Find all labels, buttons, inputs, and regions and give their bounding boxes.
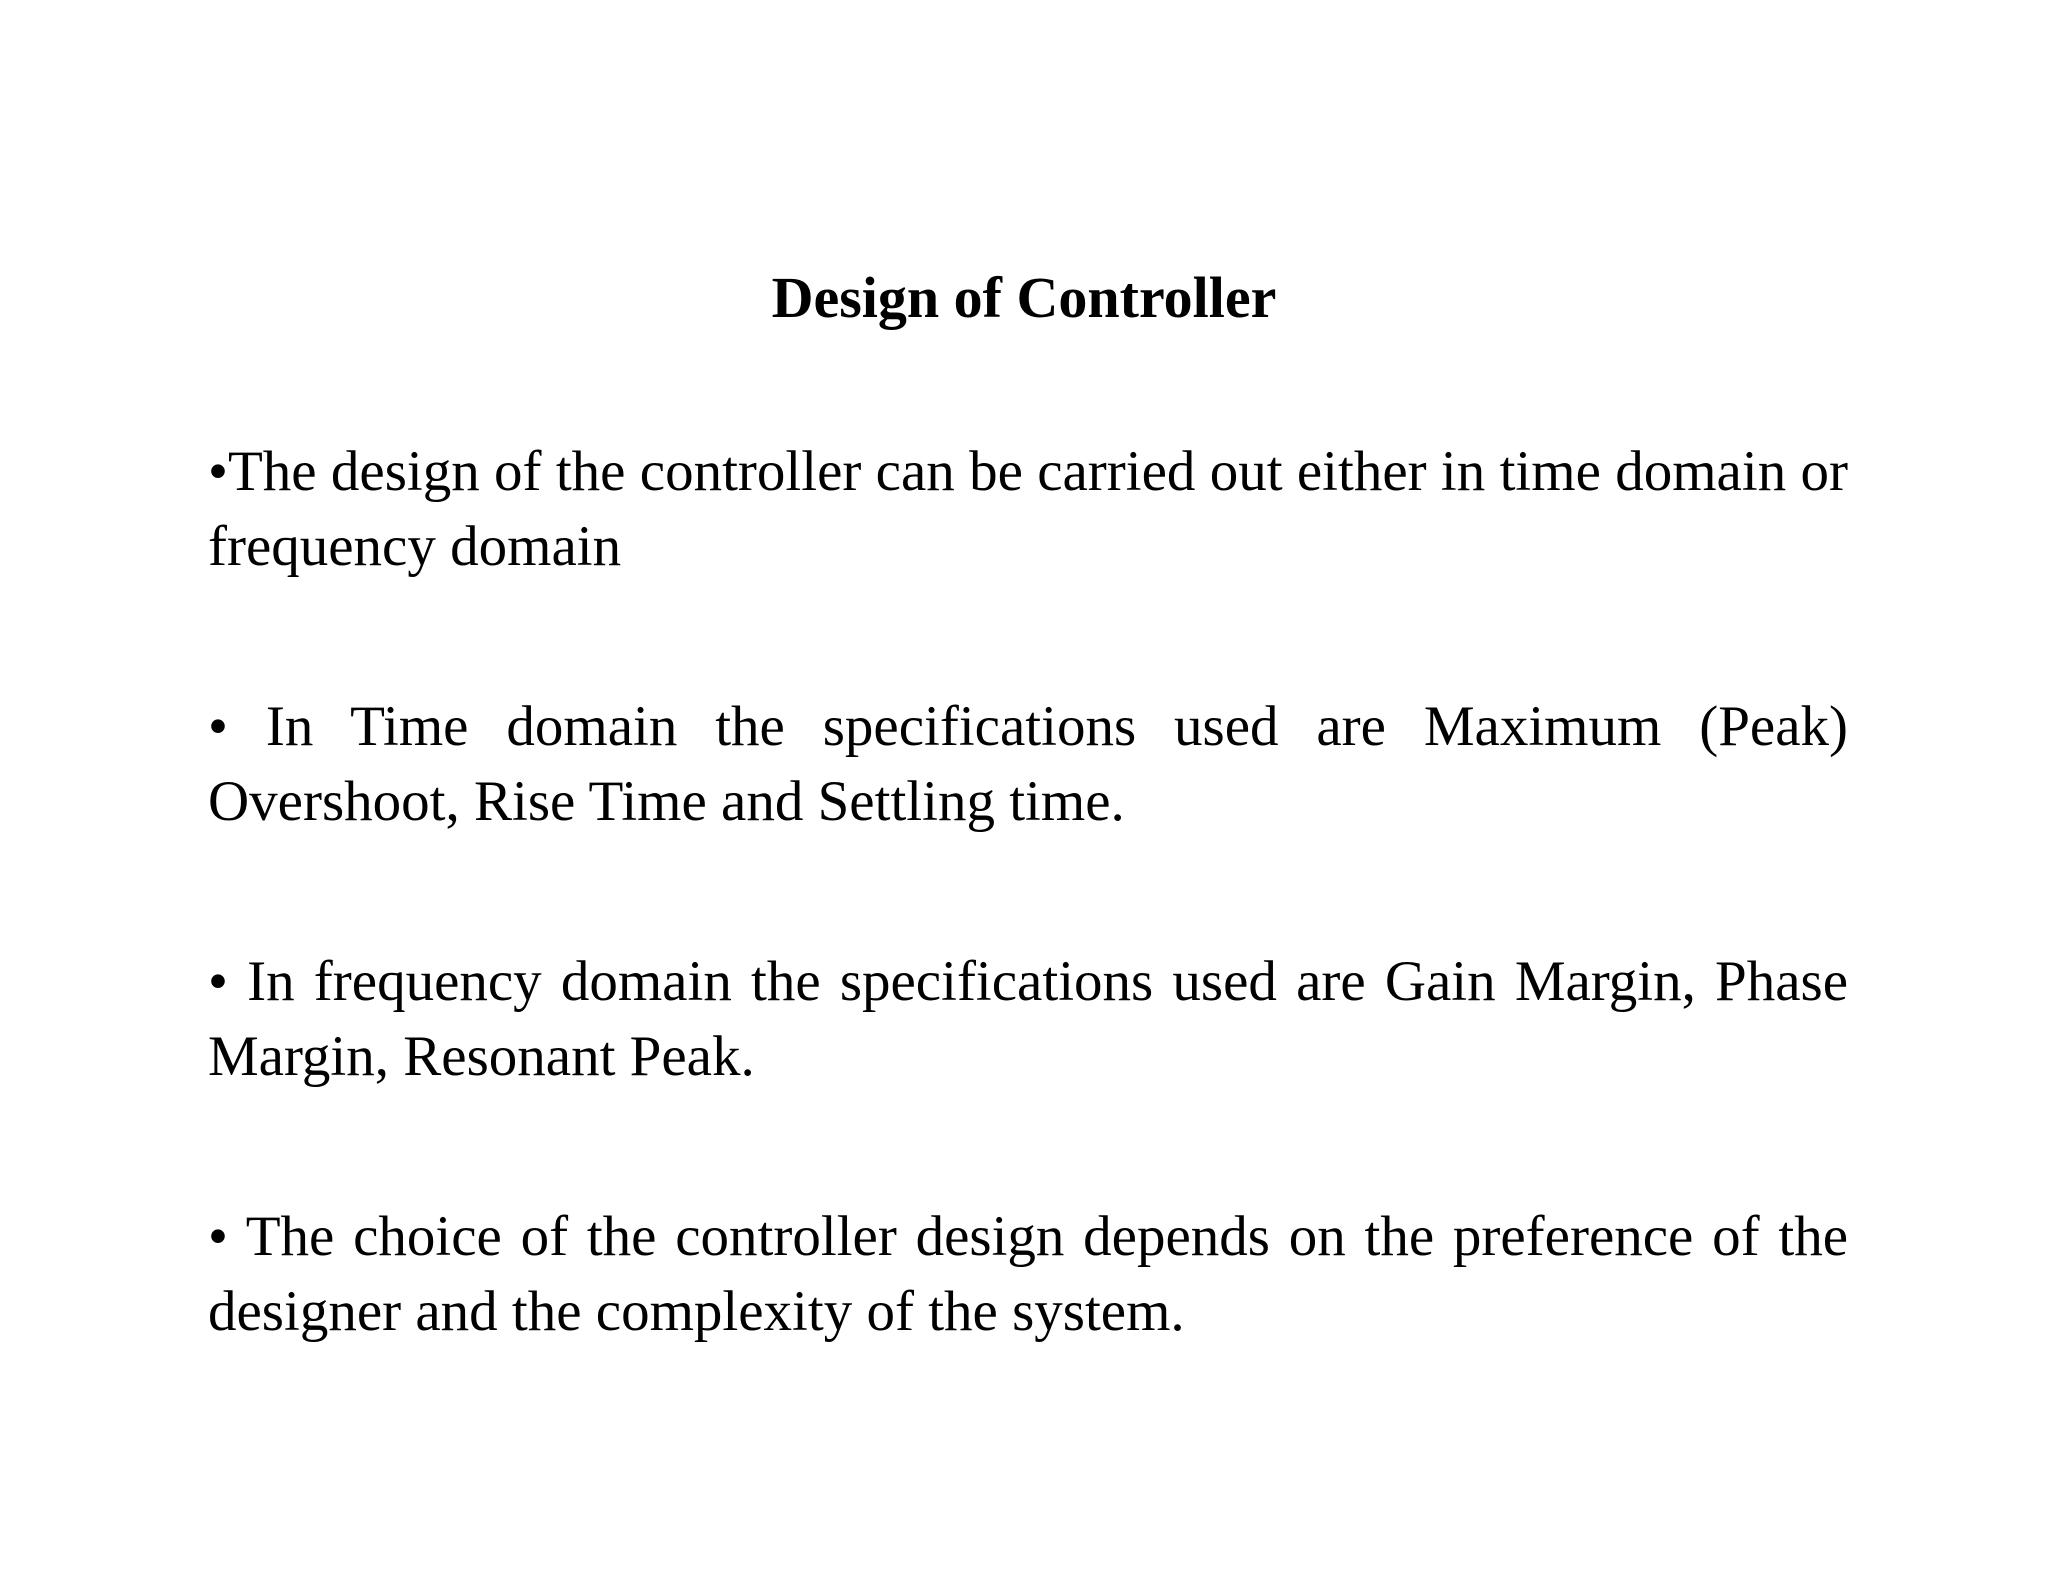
bullet-frequency-domain-specs: • In frequency domain the specifications used are Gain Margin, Phase Margin, Resonant Peak. (208, 950, 1848, 1088)
bullet-time-domain-specs: • In Time domain the specifications used are Maximum (Peak) Overshoot, Rise Time and Settling time. (208, 695, 1848, 833)
bullet-design-choice: • The choice of the controller design depends on the preference of the designer and the complexity of the system. (208, 1205, 1848, 1343)
bullet-design-domains: •The design of the controller can be carried out either in time domain or frequency domain (208, 440, 1848, 578)
slide-title: Design of Controller (771, 265, 1277, 330)
